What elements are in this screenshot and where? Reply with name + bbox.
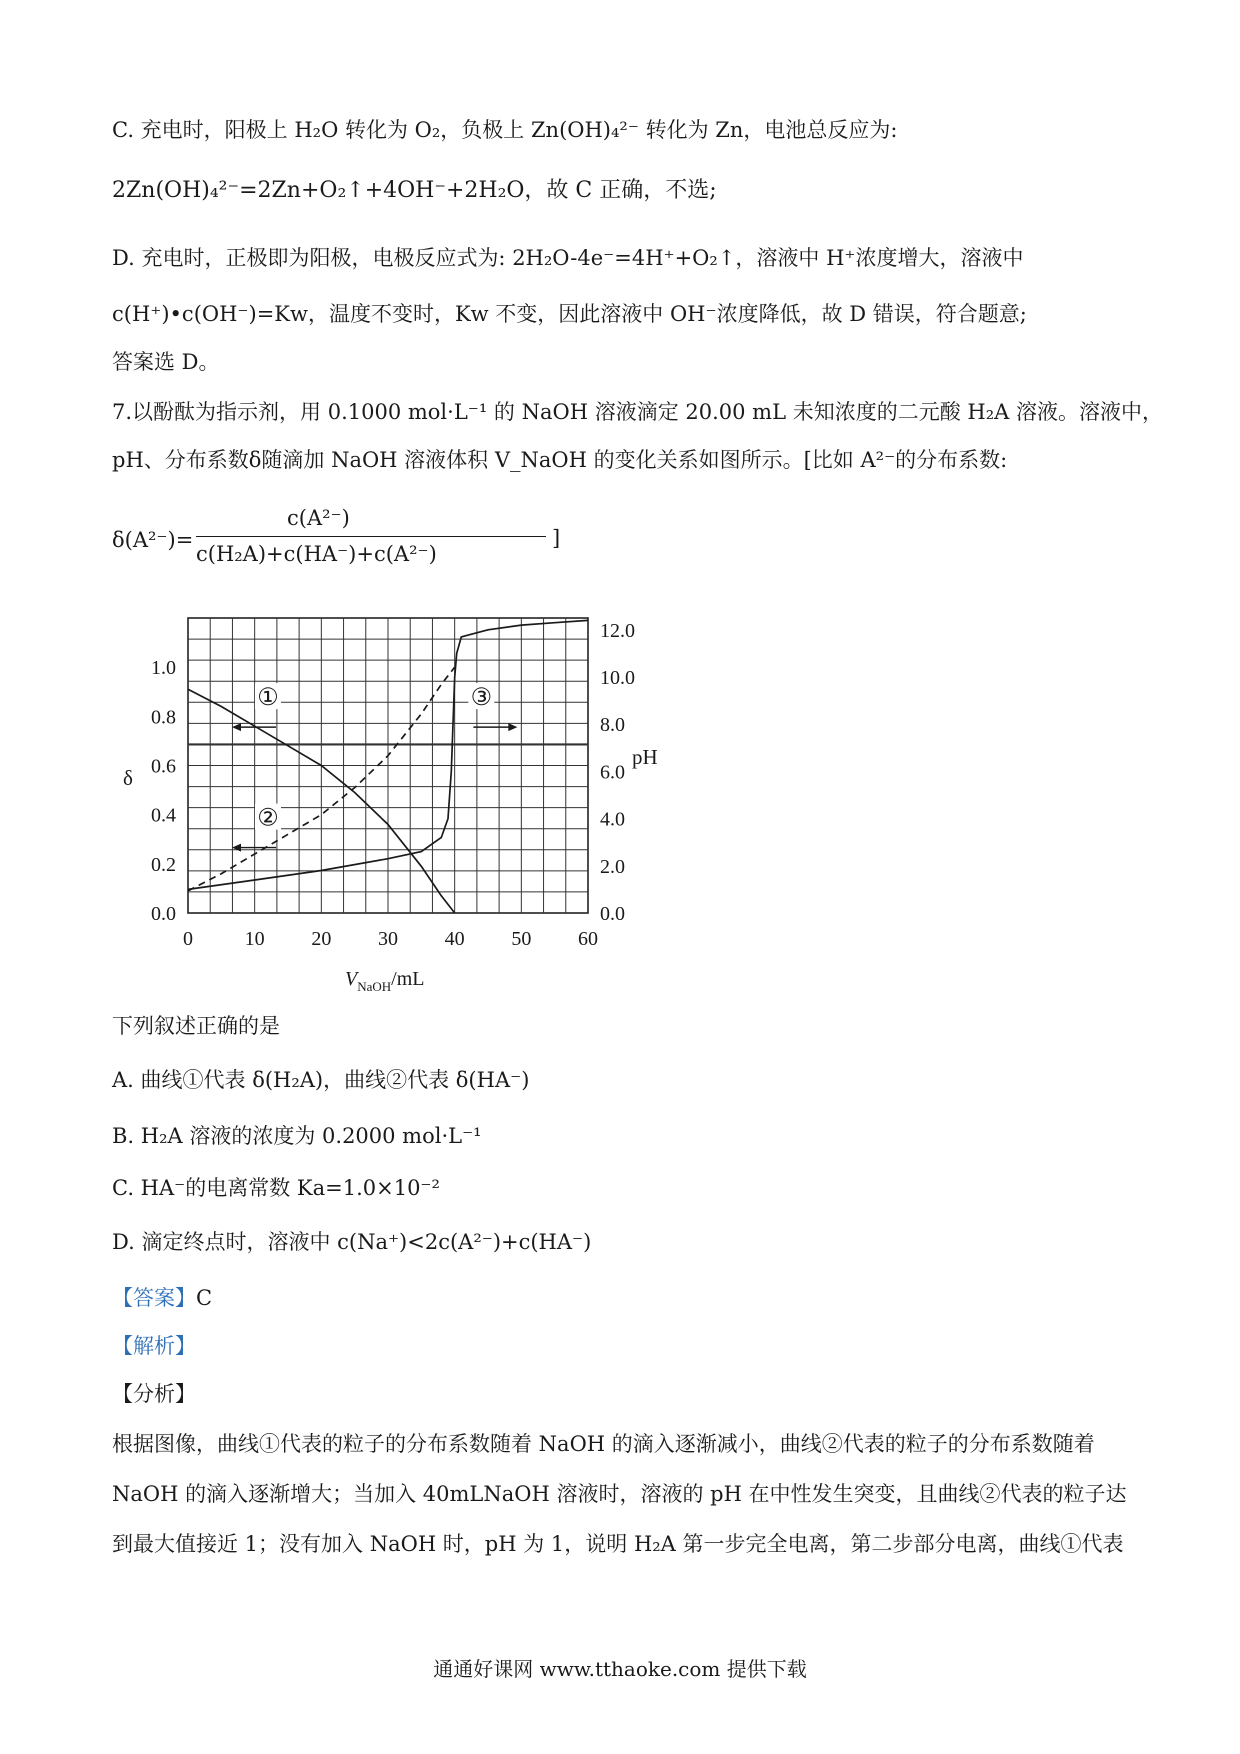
explanation-tag: 【解析】 [112,1334,196,1358]
annotation-arrow-head [508,723,517,731]
x-tick-label: 20 [311,928,332,950]
chart-annotations [232,683,517,851]
x-tick-label: 10 [244,928,265,950]
x-tick-label: 30 [378,928,398,950]
chart-grid [188,618,588,913]
footer-credit: 通通好课网 www.tthaoke.com 提供下载 [433,1657,807,1681]
annotation-arrow-head [232,723,241,731]
option-b: B. H₂A 溶液的浓度为 0.2000 mol·L⁻¹ [112,1124,482,1148]
option-c-line: C. 充电时，阳极上 H₂O 转化为 O₂，负极上 Zn(OH)₄²⁻ 转化为 Zn，电池总反应为: [112,118,898,142]
previous-answer: 答案选 D。 [112,350,220,374]
right-tick-label: 0.0 [600,903,625,925]
formula-close-bracket: ] [552,526,561,550]
left-tick-label: 1.0 [151,657,176,680]
option-d-line: D. 充电时，正极即为阳极，电极反应式为: 2H₂O-4e⁻=4H⁺+O₂↑，溶液中 H⁺浓度增大，溶液中 [112,246,1024,270]
answer-value: C [196,1286,213,1310]
annotation-label-3: ③ [470,685,493,712]
option-d: D. 滴定终点时，溶液中 c(Na⁺)<2c(A²⁻)+c(HA⁻) [112,1230,592,1254]
question-7-line-1: 7.以酚酞为指示剂，用 0.1000 mol·L⁻¹ 的 NaOH 溶液滴定 20.00 mL 未知浓度的二元酸 H₂A 溶液。溶液中， [112,400,1163,424]
option-c: C. HA⁻的电离常数 Ka=1.0×10⁻² [112,1176,440,1200]
left-tick-label: 0.2 [151,853,176,876]
annotation-arrow-head [232,844,241,852]
right-tick-label: 6.0 [600,761,625,784]
question-stem: 下列叙述正确的是 [112,1014,280,1038]
left-tick-label: 0.6 [151,755,176,778]
left-tick-label: 0.8 [151,706,176,729]
analysis-tag: 【分析】 [112,1382,196,1406]
right-tick-label: 2.0 [600,855,625,878]
right-tick-label: 10.0 [600,667,635,689]
x-tick-label: 0 [183,928,193,950]
left-tick-label: 0.4 [151,804,176,827]
formula-numerator: c(A²⁻) [287,506,350,530]
answer-tag: 【答案】 [112,1286,196,1310]
right-tick-label: 4.0 [600,808,625,831]
left-tick-label: 0.0 [151,903,176,925]
option-c-equation: 2Zn(OH)₄²⁻=2Zn+O₂↑+4OH⁻+2H₂O，故 C 正确，不选; [112,178,717,203]
y-right-axis-label: pH [632,745,658,770]
chart-ticks [151,620,635,950]
y-left-axis-label: δ [123,765,133,790]
x-tick-label: 50 [511,928,532,950]
option-d-continuation: c(H⁺)•c(OH⁻)=Kw，温度不变时，Kw 不变，因此溶液中 OH⁻浓度降低，故 D 错误，符合题意; [112,302,1027,326]
analysis-paragraph-line-2: NaOH 的滴入逐渐增大；当加入 40mLNaOH 溶液时，溶液的 pH 在中性发生突变，且曲线②代表的粒子达 [112,1482,1127,1506]
x-axis-label: $V_{NaOH}/mL$ [345,968,425,994]
chart-axis-labels [123,745,658,994]
answer-line [112,1286,212,1311]
x-tick-label: 60 [578,928,598,950]
annotation-label-1: ① [257,685,279,712]
formula-lhs: δ(A²⁻)= [112,528,194,552]
analysis-paragraph-line-1: 根据图像，曲线①代表的粒子的分布系数随着 NaOH 的滴入逐渐减小，曲线②代表的粒子的分布系数随着 [112,1432,1095,1456]
formula-denominator: c(H₂A)+c(HA⁻)+c(A²⁻) [196,542,437,566]
option-a: A. 曲线①代表 δ(H₂A)，曲线②代表 δ(HA⁻) [112,1068,530,1092]
x-tick-label: 40 [444,928,465,950]
right-tick-label: 12.0 [600,619,635,642]
analysis-paragraph-line-3: 到最大值接近 1；没有加入 NaOH 时，pH 为 1，说明 H₂A 第一步完全电离，第二步部分电离，曲线①代表 [112,1532,1124,1556]
annotation-label-2: ② [257,805,279,832]
question-7-line-2: pH、分布系数δ随滴加 NaOH 溶液体积 V_NaOH 的变化关系如图所示。[比如 A²⁻的分布系数: [112,448,1008,472]
right-tick-label: 8.0 [600,714,625,737]
